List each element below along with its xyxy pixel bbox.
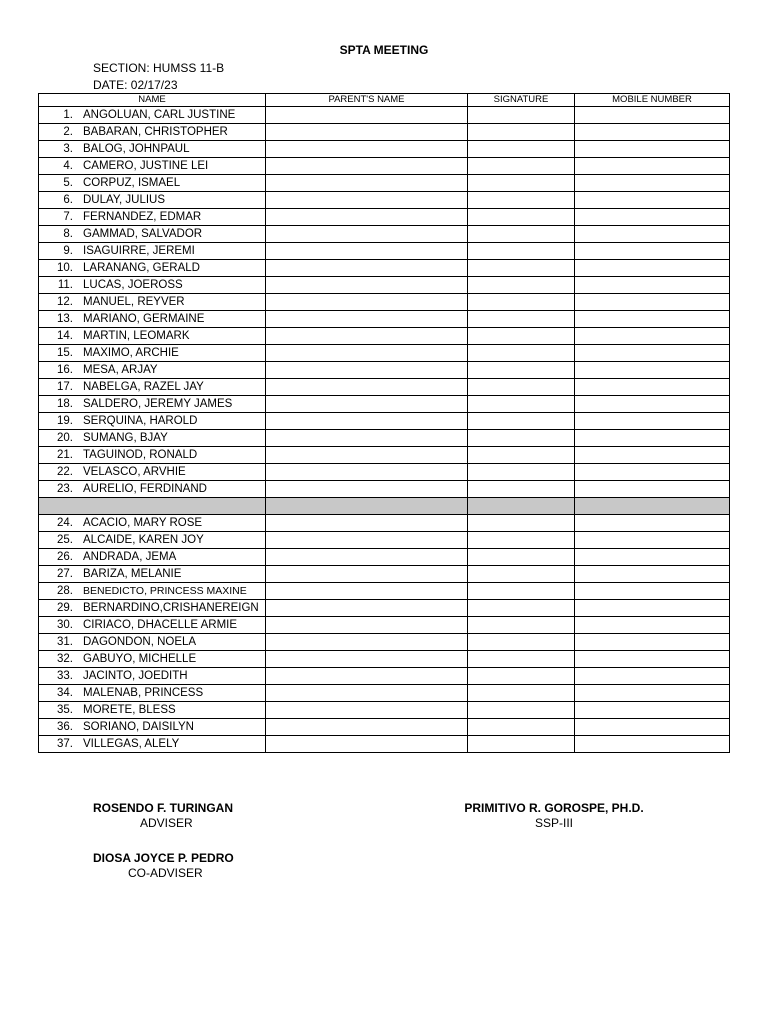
student-name: BARIZA, MELANIE [83, 568, 182, 580]
student-name: MAXIMO, ARCHIE [83, 347, 179, 359]
mobile-number-cell[interactable] [575, 379, 730, 396]
row-number: 33. [57, 670, 73, 682]
row-number: 2. [63, 126, 73, 138]
student-name-cell [39, 515, 266, 532]
mobile-number-cell[interactable] [575, 566, 730, 583]
signature-cell[interactable] [468, 464, 575, 481]
student-name: ANGOLUAN, CARL JUSTINE [83, 109, 236, 121]
signature-cell[interactable] [468, 294, 575, 311]
mobile-number-cell[interactable] [575, 175, 730, 192]
parent-name-cell[interactable] [266, 583, 468, 600]
row-number: 21. [57, 449, 73, 461]
row-number: 29. [57, 602, 73, 614]
mobile-number-cell[interactable] [575, 141, 730, 158]
signature-cell[interactable] [468, 651, 575, 668]
parent-name-cell[interactable] [266, 566, 468, 583]
student-name: SORIANO, DAISILYN [83, 721, 194, 733]
principal-block [464, 801, 644, 830]
signature-cell[interactable] [468, 243, 575, 260]
table-row [39, 311, 730, 328]
signature-cell[interactable] [468, 396, 575, 413]
student-name-cell [39, 702, 266, 719]
row-number: 15. [57, 347, 73, 359]
signature-cell[interactable] [468, 719, 575, 736]
table-row [39, 685, 730, 702]
mobile-number-cell[interactable] [575, 634, 730, 651]
table-row [39, 209, 730, 226]
student-name: ISAGUIRRE, JEREMI [83, 245, 195, 257]
student-name: MARTIN, LEOMARK [83, 330, 190, 342]
student-name: BALOG, JOHNPAUL [83, 143, 190, 155]
student-name-cell [39, 362, 266, 379]
parent-name-cell[interactable] [266, 481, 468, 498]
coadviser-block [93, 851, 234, 880]
student-name-cell [39, 481, 266, 498]
header-name: NAME [39, 94, 266, 107]
row-number: 4. [63, 160, 73, 172]
table-row [39, 651, 730, 668]
attendance-table [38, 93, 730, 753]
table-row [39, 566, 730, 583]
row-number: 37. [57, 738, 73, 750]
signature-cell[interactable] [468, 736, 575, 753]
student-name-cell [39, 583, 266, 600]
signature-cell[interactable] [468, 566, 575, 583]
parent-name-cell[interactable] [266, 736, 468, 753]
student-name: VELASCO, ARVHIE [83, 466, 186, 478]
table-row [39, 549, 730, 566]
student-name-cell [39, 345, 266, 362]
student-name-cell [39, 719, 266, 736]
mobile-number-cell[interactable] [575, 226, 730, 243]
signature-cell[interactable] [468, 158, 575, 175]
mobile-number-cell[interactable] [575, 294, 730, 311]
parent-name-cell[interactable] [266, 549, 468, 566]
row-number: 3. [63, 143, 73, 155]
row-number: 18. [57, 398, 73, 410]
row-number: 35. [57, 704, 73, 716]
student-name-cell [39, 226, 266, 243]
table-row [39, 702, 730, 719]
date-label: DATE: 02/17/23 [93, 78, 178, 92]
parent-name-cell[interactable] [266, 396, 468, 413]
parent-name-cell[interactable] [266, 243, 468, 260]
mobile-number-cell[interactable] [575, 481, 730, 498]
student-name-cell [39, 566, 266, 583]
mobile-number-cell[interactable] [575, 260, 730, 277]
coadviser-name: DIOSA JOYCE P. PEDRO [93, 851, 234, 865]
signature-cell[interactable] [468, 141, 575, 158]
student-name-cell [39, 685, 266, 702]
row-number: 27. [57, 568, 73, 580]
student-name: MORETE, BLESS [83, 704, 176, 716]
parent-name-cell[interactable] [266, 651, 468, 668]
parent-name-cell[interactable] [266, 515, 468, 532]
mobile-number-cell[interactable] [575, 396, 730, 413]
student-name: SUMANG, BJAY [83, 432, 168, 444]
document-title: SPTA MEETING [339, 43, 429, 57]
parent-name-cell[interactable] [266, 294, 468, 311]
table-row [39, 464, 730, 481]
student-name: LUCAS, JOEROSS [83, 279, 183, 291]
adviser-role: ADVISER [140, 816, 193, 830]
student-name: MANUEL, REYVER [83, 296, 185, 308]
parent-name-cell[interactable] [266, 413, 468, 430]
student-name: NABELGA, RAZEL JAY [83, 381, 204, 393]
header-signature: SIGNATURE [468, 94, 575, 107]
row-number: 30. [57, 619, 73, 631]
table-row [39, 243, 730, 260]
header-mobile-number: MOBILE NUMBER [575, 94, 730, 107]
mobile-number-cell[interactable] [575, 464, 730, 481]
student-name: BENEDICTO, PRINCESS MAXINE [83, 585, 247, 597]
student-name: GAMMAD, SALVADOR [83, 228, 203, 240]
signature-cell[interactable] [468, 379, 575, 396]
student-name-cell [39, 430, 266, 447]
mobile-number-cell[interactable] [575, 600, 730, 617]
parent-name-cell[interactable] [266, 379, 468, 396]
mobile-number-cell[interactable] [575, 549, 730, 566]
student-name: VILLEGAS, ALELY [83, 738, 180, 750]
row-number: 17. [57, 381, 73, 393]
row-number: 36. [57, 721, 73, 733]
row-number: 19. [57, 415, 73, 427]
principal-role: SSP-III [534, 816, 573, 830]
student-name-cell [39, 413, 266, 430]
mobile-number-cell[interactable] [575, 736, 730, 753]
row-number: 16. [57, 364, 73, 376]
table-row [39, 260, 730, 277]
parent-name-cell[interactable] [266, 345, 468, 362]
student-name: ACACIO, MARY ROSE [83, 517, 203, 529]
student-name: CIRIACO, DHACELLE ARMIE [83, 619, 238, 631]
signature-cell[interactable] [468, 124, 575, 141]
mobile-number-cell[interactable] [575, 447, 730, 464]
signature-cell[interactable] [468, 685, 575, 702]
student-name: MESA, ARJAY [83, 364, 158, 376]
header-parents-name: PARENT'S NAME [266, 94, 468, 107]
student-name: SERQUINA, HAROLD [83, 415, 198, 427]
mobile-number-cell[interactable] [575, 413, 730, 430]
table-row [39, 736, 730, 753]
table-row [39, 668, 730, 685]
student-name: BABARAN, CHRISTOPHER [83, 126, 228, 138]
signature-cell[interactable] [468, 549, 575, 566]
signature-cell[interactable] [468, 702, 575, 719]
table-row [39, 124, 730, 141]
mobile-number-cell[interactable] [575, 107, 730, 124]
table-header-row [39, 94, 730, 107]
mobile-number-cell[interactable] [575, 311, 730, 328]
student-name: ANDRADA, JEMA [83, 551, 177, 563]
signature-cell[interactable] [468, 515, 575, 532]
mobile-number-cell[interactable] [575, 532, 730, 549]
student-name-cell [39, 107, 266, 124]
parent-name-cell[interactable] [266, 617, 468, 634]
row-number: 24. [57, 517, 73, 529]
mobile-number-cell[interactable] [575, 158, 730, 175]
row-number: 26. [57, 551, 73, 563]
signature-cell[interactable] [468, 328, 575, 345]
parent-name-cell[interactable] [266, 107, 468, 124]
signature-cell[interactable] [468, 260, 575, 277]
signature-cell[interactable] [468, 226, 575, 243]
row-number: 11. [57, 279, 73, 291]
parent-name-cell[interactable] [266, 685, 468, 702]
table-row [39, 362, 730, 379]
signature-cell[interactable] [468, 600, 575, 617]
student-name: GABUYO, MICHELLE [83, 653, 197, 665]
adviser-name: ROSENDO F. TURINGAN [93, 801, 234, 815]
signature-cell[interactable] [468, 311, 575, 328]
parent-name-cell[interactable] [266, 226, 468, 243]
student-name-cell [39, 651, 266, 668]
parent-name-cell[interactable] [266, 209, 468, 226]
row-number: 34. [57, 687, 73, 699]
student-name-cell [39, 158, 266, 175]
student-name-cell [39, 736, 266, 753]
parent-name-cell[interactable] [266, 430, 468, 447]
table-row [39, 107, 730, 124]
parent-name-cell[interactable] [266, 277, 468, 294]
student-name: SALDERO, JEREMY JAMES [83, 398, 233, 410]
row-number: 6. [63, 194, 73, 206]
adviser-block [93, 801, 233, 830]
student-name: DULAY, JULIUS [83, 194, 166, 206]
table-row [39, 192, 730, 209]
signature-cell[interactable] [468, 634, 575, 651]
table-row [39, 430, 730, 447]
mobile-number-cell[interactable] [575, 192, 730, 209]
mobile-number-cell[interactable] [575, 430, 730, 447]
student-name-cell [39, 396, 266, 413]
row-number: 9. [63, 245, 73, 257]
row-number: 10. [57, 262, 73, 274]
student-name: TAGUINOD, RONALD [83, 449, 198, 461]
signature-cell[interactable] [468, 362, 575, 379]
student-name-cell [39, 379, 266, 396]
parent-name-cell[interactable] [266, 464, 468, 481]
table-row [39, 175, 730, 192]
student-name-cell [39, 192, 266, 209]
table-row [39, 294, 730, 311]
table-row [39, 158, 730, 175]
separator-cell [39, 498, 266, 515]
mobile-number-cell[interactable] [575, 345, 730, 362]
table-row [39, 226, 730, 243]
signature-cell[interactable] [468, 447, 575, 464]
table-row [39, 583, 730, 600]
signature-cell[interactable] [468, 532, 575, 549]
signature-cell[interactable] [468, 277, 575, 294]
mobile-number-cell[interactable] [575, 243, 730, 260]
student-name: AURELIO, FERDINAND [83, 483, 207, 495]
row-number: 5. [63, 177, 73, 189]
row-number: 7. [63, 211, 73, 223]
student-name: ALCAIDE, KAREN JOY [83, 534, 204, 546]
row-number: 32. [57, 653, 73, 665]
row-number: 20. [57, 432, 73, 444]
table-row [39, 634, 730, 651]
student-name-cell [39, 464, 266, 481]
parent-name-cell[interactable] [266, 634, 468, 651]
signature-cell[interactable] [468, 430, 575, 447]
signature-cell[interactable] [468, 668, 575, 685]
mobile-number-cell[interactable] [575, 583, 730, 600]
student-name-cell [39, 141, 266, 158]
separator-cell [468, 498, 575, 515]
signature-cell[interactable] [468, 413, 575, 430]
student-name: MALENAB, PRINCESS [83, 687, 204, 699]
student-name-cell [39, 294, 266, 311]
student-name-cell [39, 124, 266, 141]
student-name: CORPUZ, ISMAEL [83, 177, 181, 189]
row-number: 12. [57, 296, 73, 308]
separator-cell [266, 498, 468, 515]
table-row [39, 345, 730, 362]
parent-name-cell[interactable] [266, 447, 468, 464]
row-number: 14. [57, 330, 73, 342]
student-name-cell [39, 634, 266, 651]
table-row [39, 277, 730, 294]
mobile-number-cell[interactable] [575, 362, 730, 379]
parent-name-cell[interactable] [266, 600, 468, 617]
row-number: 13. [57, 313, 73, 325]
principal-name: PRIMITIVO R. GOROSPE, PH.D. [464, 801, 644, 815]
parent-name-cell[interactable] [266, 158, 468, 175]
student-name-cell [39, 243, 266, 260]
mobile-number-cell[interactable] [575, 668, 730, 685]
parent-name-cell[interactable] [266, 311, 468, 328]
signature-cell[interactable] [468, 175, 575, 192]
table-row [39, 141, 730, 158]
student-name: CAMERO, JUSTINE LEI [83, 160, 209, 172]
signature-cell[interactable] [468, 107, 575, 124]
mobile-number-cell[interactable] [575, 124, 730, 141]
parent-name-cell[interactable] [266, 719, 468, 736]
mobile-number-cell[interactable] [575, 651, 730, 668]
student-name-cell [39, 549, 266, 566]
student-name-cell [39, 600, 266, 617]
student-name: BERNARDINO,CRISHANEREIGN [83, 602, 259, 614]
row-number: 22. [57, 466, 73, 478]
signature-cell[interactable] [468, 192, 575, 209]
student-name: MARIANO, GERMAINE [83, 313, 205, 325]
table-row [39, 328, 730, 345]
table-row [39, 447, 730, 464]
student-name: DAGONDON, NOELA [83, 636, 197, 648]
parent-name-cell[interactable] [266, 175, 468, 192]
mobile-number-cell[interactable] [575, 719, 730, 736]
parent-name-cell[interactable] [266, 532, 468, 549]
student-name-cell [39, 617, 266, 634]
student-name-cell [39, 277, 266, 294]
row-number: 25. [57, 534, 73, 546]
table-row [39, 532, 730, 549]
student-name-cell [39, 260, 266, 277]
parent-name-cell[interactable] [266, 668, 468, 685]
table-row [39, 413, 730, 430]
mobile-number-cell[interactable] [575, 515, 730, 532]
signature-cell[interactable] [468, 345, 575, 362]
student-name-cell [39, 447, 266, 464]
student-name-cell [39, 311, 266, 328]
coadviser-role: CO-ADVISER [128, 866, 203, 880]
parent-name-cell[interactable] [266, 362, 468, 379]
row-number: 8. [63, 228, 73, 240]
table-row [39, 600, 730, 617]
parent-name-cell[interactable] [266, 328, 468, 345]
row-number: 1. [63, 109, 73, 121]
table-row [39, 617, 730, 634]
signature-cell[interactable] [468, 583, 575, 600]
parent-name-cell[interactable] [266, 124, 468, 141]
student-name: JACINTO, JOEDITH [83, 670, 188, 682]
separator-cell [575, 498, 730, 515]
table-row [39, 396, 730, 413]
signature-cell[interactable] [468, 209, 575, 226]
student-name-cell [39, 209, 266, 226]
signature-cell[interactable] [468, 481, 575, 498]
mobile-number-cell[interactable] [575, 328, 730, 345]
mobile-number-cell[interactable] [575, 617, 730, 634]
student-name-cell [39, 328, 266, 345]
student-name: LARANANG, GERALD [83, 262, 200, 274]
student-name-cell [39, 532, 266, 549]
table-row [39, 481, 730, 498]
row-number: 28. [57, 585, 73, 597]
mobile-number-cell[interactable] [575, 685, 730, 702]
student-name: FERNANDEZ, EDMAR [83, 211, 202, 223]
mobile-number-cell[interactable] [575, 277, 730, 294]
parent-name-cell[interactable] [266, 192, 468, 209]
student-name-cell [39, 175, 266, 192]
row-number: 31. [57, 636, 73, 648]
parent-name-cell[interactable] [266, 260, 468, 277]
row-number: 23. [57, 483, 73, 495]
parent-name-cell[interactable] [266, 141, 468, 158]
table-row [39, 379, 730, 396]
mobile-number-cell[interactable] [575, 702, 730, 719]
section-label: SECTION: HUMSS 11-B [93, 61, 225, 75]
table-row [39, 515, 730, 532]
mobile-number-cell[interactable] [575, 209, 730, 226]
parent-name-cell[interactable] [266, 702, 468, 719]
signature-cell[interactable] [468, 617, 575, 634]
student-name-cell [39, 668, 266, 685]
table-row [39, 719, 730, 736]
group-separator-row [39, 498, 730, 515]
